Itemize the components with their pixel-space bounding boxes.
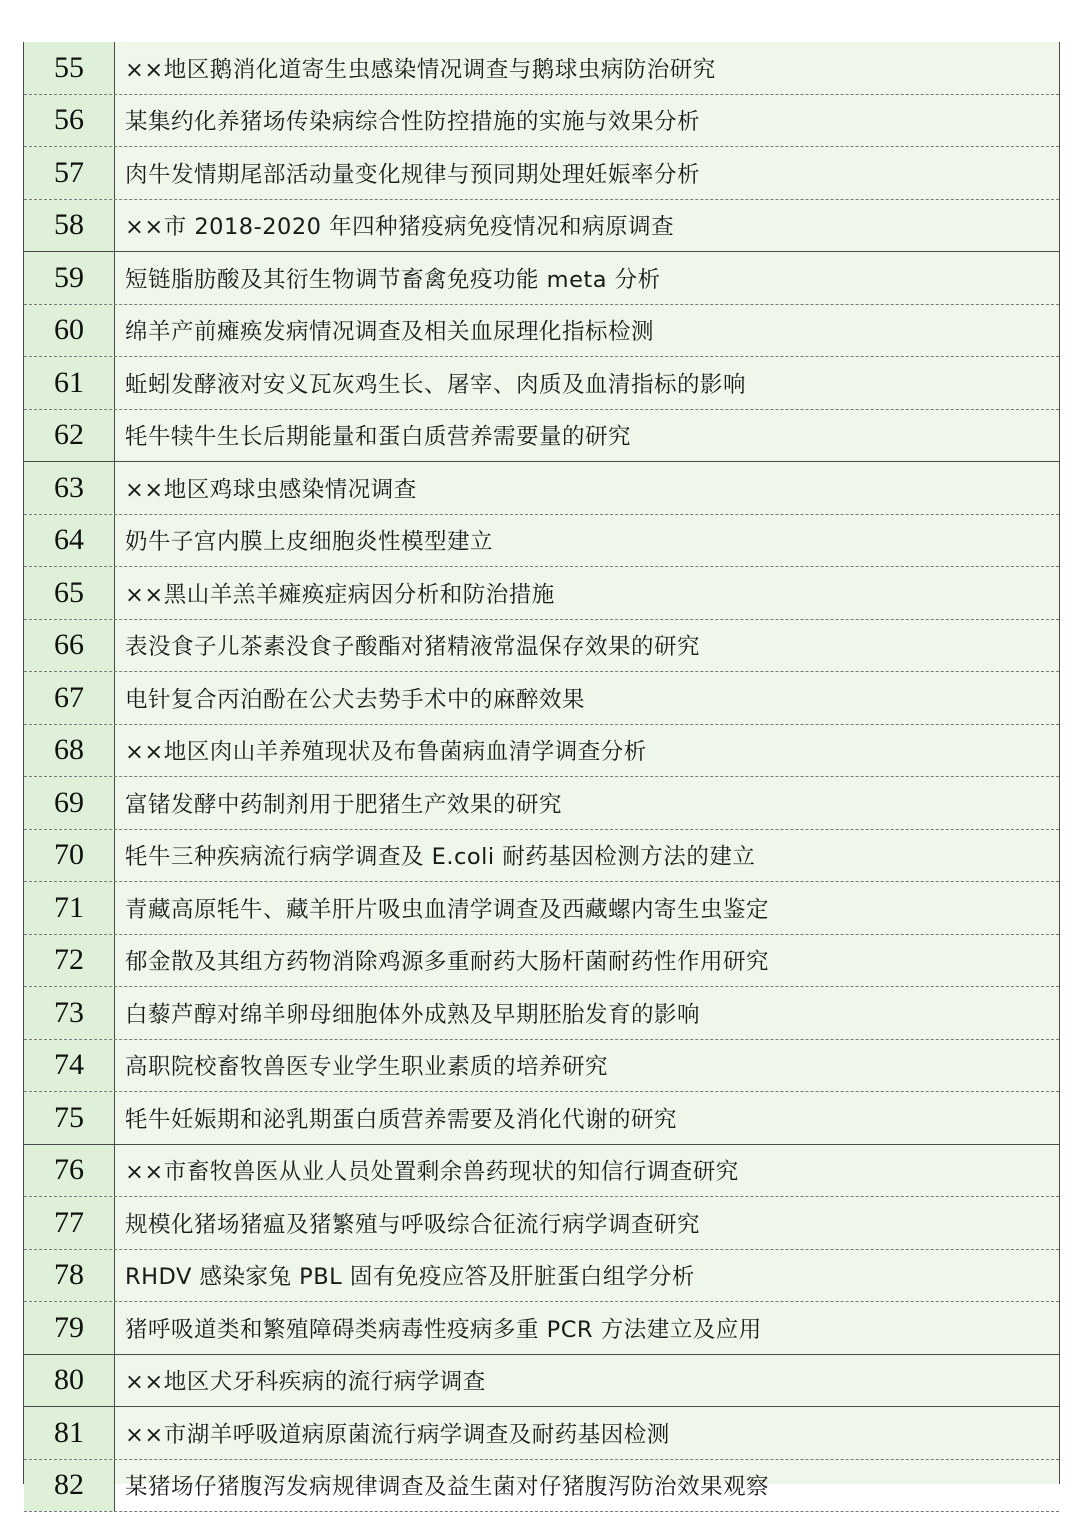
table-row bbox=[24, 1407, 1059, 1460]
row-title: 富锗发酵中药制剂用于肥猪生产效果的研究 bbox=[125, 791, 563, 818]
table-row bbox=[24, 1197, 1059, 1250]
row-number: 56 bbox=[24, 95, 115, 147]
row-title: 某猪场仔猪腹泻发病规律调查及益生菌对仔猪腹泻防治效果观察 bbox=[125, 1474, 770, 1501]
table-row bbox=[24, 620, 1059, 673]
row-title: 短链脂肪酸及其衍生物调节畜禽免疫功能 meta 分析 bbox=[125, 266, 661, 293]
table-row bbox=[24, 830, 1059, 883]
row-title: ××黑山羊羔羊瘫痪症病因分析和防治措施 bbox=[125, 581, 555, 608]
row-title: 白藜芦醇对绵羊卵母细胞体外成熟及早期胚胎发育的影响 bbox=[125, 1001, 701, 1028]
row-number: 63 bbox=[24, 462, 115, 514]
row-title: 电针复合丙泊酚在公犬去势手术中的麻醉效果 bbox=[125, 686, 586, 713]
table-row bbox=[24, 882, 1059, 935]
row-title: 牦牛犊牛生长后期能量和蛋白质营养需要量的研究 bbox=[125, 424, 632, 451]
row-number: 74 bbox=[24, 1040, 115, 1092]
table-row bbox=[24, 357, 1059, 410]
row-title: 蚯蚓发酵液对安义瓦灰鸡生长、屠宰、肉质及血清指标的影响 bbox=[125, 371, 747, 398]
row-number: 60 bbox=[24, 305, 115, 357]
row-title: 规模化猪场猪瘟及猪繁殖与呼吸综合征流行病学调查研究 bbox=[125, 1211, 701, 1238]
row-number: 71 bbox=[24, 882, 115, 934]
row-number: 75 bbox=[24, 1092, 115, 1144]
topic-table bbox=[23, 42, 1060, 1502]
row-number: 76 bbox=[24, 1145, 115, 1197]
row-number: 67 bbox=[24, 672, 115, 724]
table-row bbox=[24, 462, 1059, 515]
row-title: ××市 2018-2020 年四种猪疫病免疫情况和病原调查 bbox=[125, 214, 675, 241]
row-number: 77 bbox=[24, 1197, 115, 1249]
table-row bbox=[24, 95, 1059, 148]
table-row bbox=[24, 725, 1059, 778]
row-title: 牦牛三种疾病流行病学调查及 E.coli 耐药基因检测方法的建立 bbox=[125, 844, 756, 871]
table-row bbox=[24, 1302, 1059, 1355]
table-row bbox=[24, 252, 1059, 305]
row-number: 58 bbox=[24, 200, 115, 252]
table-row bbox=[24, 987, 1059, 1040]
row-number: 81 bbox=[24, 1407, 115, 1459]
row-title: 高职院校畜牧兽医专业学生职业素质的培养研究 bbox=[125, 1054, 609, 1081]
row-title: 牦牛妊娠期和泌乳期蛋白质营养需要及消化代谢的研究 bbox=[125, 1106, 678, 1133]
row-number: 70 bbox=[24, 830, 115, 882]
row-title: 某集约化养猪场传染病综合性防控措施的实施与效果分析 bbox=[125, 109, 701, 136]
row-number: 78 bbox=[24, 1250, 115, 1302]
row-number: 69 bbox=[24, 777, 115, 829]
row-number: 55 bbox=[24, 42, 115, 94]
table-row bbox=[24, 777, 1059, 830]
row-title: 表没食子儿茶素没食子酸酯对猪精液常温保存效果的研究 bbox=[125, 634, 701, 661]
table-row bbox=[24, 410, 1059, 463]
row-number: 57 bbox=[24, 147, 115, 199]
table-row bbox=[24, 515, 1059, 568]
table-row bbox=[24, 1145, 1059, 1198]
row-title: 青藏高原牦牛、藏羊肝片吸虫血清学调查及西藏螺内寄生虫鉴定 bbox=[125, 896, 770, 923]
row-number: 79 bbox=[24, 1302, 115, 1354]
table-row bbox=[24, 1040, 1059, 1093]
row-number: 72 bbox=[24, 935, 115, 987]
table-row bbox=[24, 672, 1059, 725]
row-title: ××市湖羊呼吸道病原菌流行病学调查及耐药基因检测 bbox=[125, 1421, 670, 1448]
row-title: 奶牛子宫内膜上皮细胞炎性模型建立 bbox=[125, 529, 494, 556]
table-row bbox=[24, 1460, 1059, 1513]
row-title: 猪呼吸道类和繁殖障碍类病毒性疫病多重 PCR 方法建立及应用 bbox=[125, 1316, 762, 1343]
table-row bbox=[24, 305, 1059, 358]
row-title: 郁金散及其组方药物消除鸡源多重耐药大肠杆菌耐药性作用研究 bbox=[125, 949, 770, 976]
row-number: 73 bbox=[24, 987, 115, 1039]
row-number: 80 bbox=[24, 1355, 115, 1407]
table-row bbox=[24, 200, 1059, 253]
row-number: 61 bbox=[24, 357, 115, 409]
table-row bbox=[24, 1092, 1059, 1145]
row-number: 65 bbox=[24, 567, 115, 619]
row-title: ××地区鸡球虫感染情况调查 bbox=[125, 476, 417, 503]
table-row bbox=[24, 1355, 1059, 1408]
row-number: 59 bbox=[24, 252, 115, 304]
table-row bbox=[24, 147, 1059, 200]
row-title: ××地区犬牙科疾病的流行病学调查 bbox=[125, 1369, 486, 1396]
table-row bbox=[24, 935, 1059, 988]
row-number: 66 bbox=[24, 620, 115, 672]
row-number: 62 bbox=[24, 410, 115, 462]
row-number: 64 bbox=[24, 515, 115, 567]
row-title: 肉牛发情期尾部活动量变化规律与预同期处理妊娠率分析 bbox=[125, 161, 701, 188]
row-title: ××地区鹅消化道寄生虫感染情况调查与鹅球虫病防治研究 bbox=[125, 56, 716, 83]
table-row bbox=[24, 567, 1059, 620]
row-title: ××市畜牧兽医从业人员处置剩余兽药现状的知信行调查研究 bbox=[125, 1159, 739, 1186]
table-row bbox=[24, 42, 1059, 95]
row-title: RHDV 感染家兔 PBL 固有免疫应答及肝脏蛋白组学分析 bbox=[125, 1264, 695, 1291]
row-number: 82 bbox=[24, 1460, 115, 1512]
table-row bbox=[24, 1250, 1059, 1303]
row-number: 68 bbox=[24, 725, 115, 777]
row-title: 绵羊产前瘫痪发病情况调查及相关血尿理化指标检测 bbox=[125, 319, 655, 346]
row-title: ××地区肉山羊养殖现状及布鲁菌病血清学调查分析 bbox=[125, 739, 647, 766]
